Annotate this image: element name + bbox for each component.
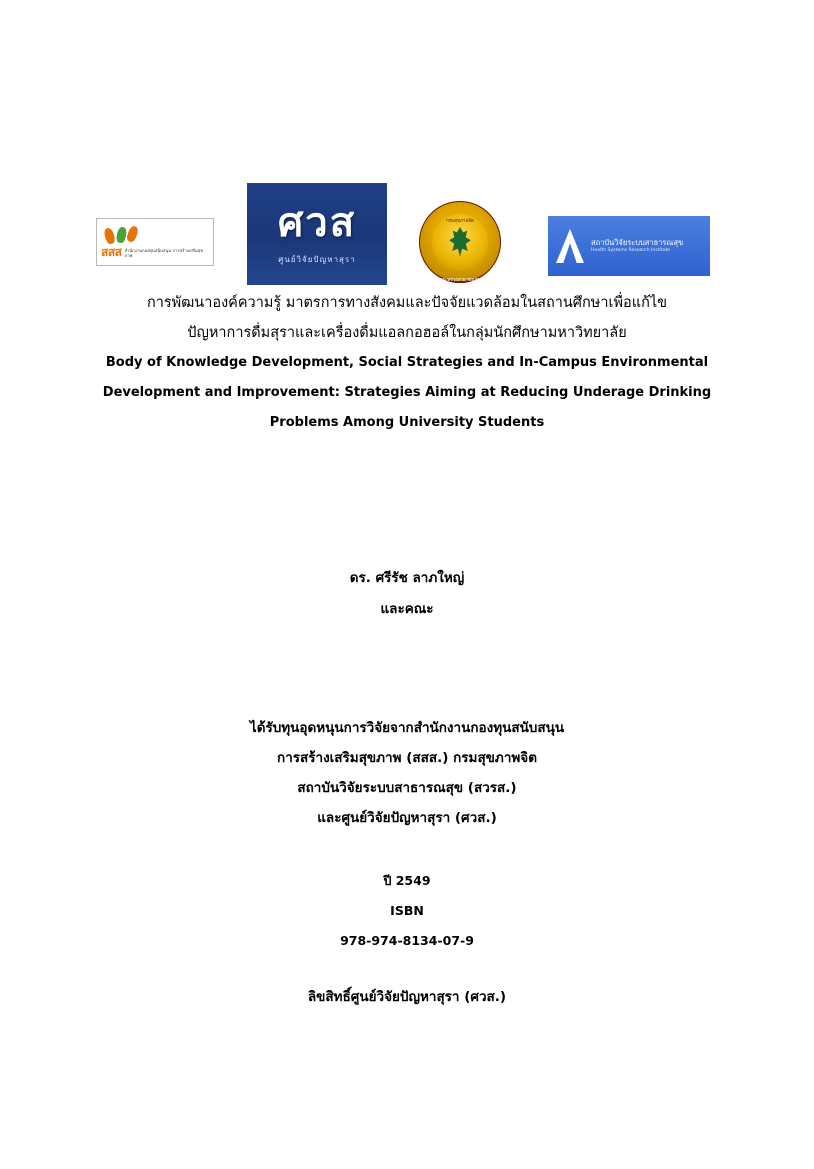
funding-acknowledgement [72,713,742,833]
isbn-label: ISBN [390,903,424,918]
title-english-line-2: Development and Improvement: Strategies Aiming at Reducing Underage Drinking [102,385,712,400]
seal-bottom-text: กระทรวงสาธารณสุข [439,278,481,283]
hsri-english-name: Health Systems Research Institute [591,247,671,253]
funding-line-3: สถาบันวิจัยระบบสาธารณสุข (สวรส.) [297,780,517,796]
author-name: ดร. ศรีรัช ลาภใหญ่ [349,570,465,586]
department-of-mental-health-logo [419,201,501,283]
page-title [72,288,742,438]
thaihealth-subtitle: สำนักงานกองทุนสนับสนุน การสร้างเสริมสุขภาพ [124,247,204,258]
title-thai-line-1: การพัฒนาองค์ความรู้ มาตรการทางสังคมและปัจจัยแวดล้อมในสถานศึกษาเพื่อแก้ไข [146,295,668,311]
hsri-thai-name: สถาบันวิจัยระบบสาธารณสุข [591,237,684,247]
author-et-al: และคณะ [380,601,434,617]
title-english-line-1: Body of Knowledge Development, Social Strategies and In-Campus Environmental [105,355,709,370]
title-thai-line-2: ปัญหาการดื่มสุราและเครื่องดื่มแอลกอฮอล์ในกลุ่มนักศึกษามหาวิทยาลัย [187,325,627,341]
logo-band [0,88,814,283]
thaihealth-acronym: สสส [101,245,122,259]
thaihealth-logo [96,218,214,266]
thaihealth-figures-icon [105,225,139,245]
copyright-notice: ลิขสิทธิ์ศูนย์วิจัยปัญหาสุรา (ศวส.) [307,989,507,1005]
funding-line-4: และศูนย์วิจัยปัญหาสุรา (ศวส.) [317,810,497,826]
cas-acronym: ศวส [277,199,357,246]
garuda-emblem-icon [447,227,473,257]
publication-info [72,866,742,956]
seal-top-text: กรมสุขภาพจิต [446,219,474,224]
publication-year: ปี 2549 [383,873,431,888]
cas-subtitle: ศูนย์วิจัยปัญหาสุรา [278,254,356,264]
hsri-mark-icon [556,229,584,263]
funding-line-1: ได้รับทุนอุดหนุนการวิจัยจากสำนักงานกองทุนสนับสนุน [249,720,565,736]
funding-line-2: การสร้างเสริมสุขภาพ (สสส.) กรมสุขภาพจิต [277,750,537,766]
isbn-value: 978-974-8134-07-9 [340,933,474,948]
author-block [72,563,742,625]
hsri-logo [548,216,710,276]
title-english-line-3: Problems Among University Students [269,415,545,430]
seal-inner [432,214,488,283]
cas-logo [247,183,387,285]
